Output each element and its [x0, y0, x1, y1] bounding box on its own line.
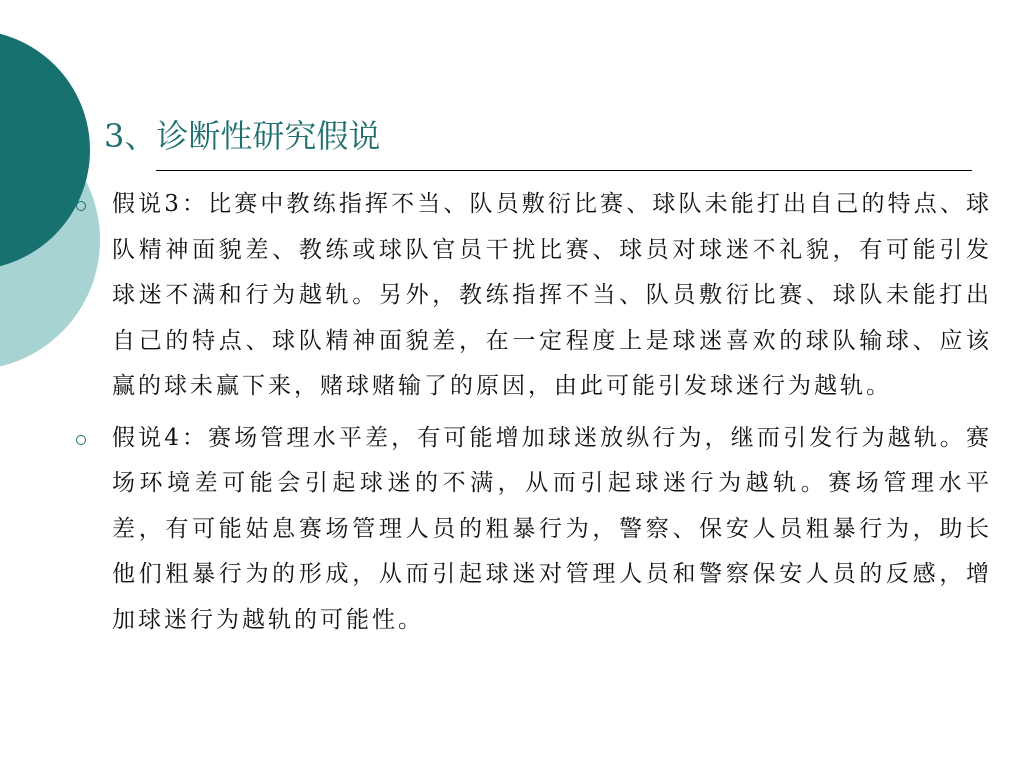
- slide-title: 3、诊断性研究假说: [104, 117, 381, 155]
- circle-bullet-icon: [76, 435, 86, 445]
- title-divider: [156, 170, 972, 171]
- bullet-list: [72, 182, 992, 649]
- bullet-item-hypothesis-4: [72, 416, 992, 644]
- bullet-text: 假说4：赛场管理水平差，有可能增加球迷放纵行为，继而引发行为越轨。赛场环境差可能会引起球迷的不满，从而引起球迷行为越轨。赛场管理水平差，有可能姑息赛场管理人员的粗暴行为，警察、保安人员粗暴行为，助长他们粗暴行为的形成，从而引起球迷对管理人员和警察保安人员的反感，增加球迷行为越轨的可能性。: [112, 424, 992, 633]
- circle-bullet-icon: [76, 201, 86, 211]
- bullet-text: 假说3：比赛中教练指挥不当、队员敷衍比赛、球队未能打出自己的特点、球队精神面貌差、教练或球队官员干扰比赛、球员对球迷不礼貌，有可能引发球迷不满和行为越轨。另外，教练指挥不当、队员敷衍比赛、球队未能打出自己的特点、球队精神面貌差，在一定程度上是球迷喜欢的球队输球、应该赢的球未赢下来，赌球赌输了的原因，由此可能引发球迷行为越轨。: [112, 191, 992, 399]
- bullet-item-hypothesis-3: [72, 182, 992, 410]
